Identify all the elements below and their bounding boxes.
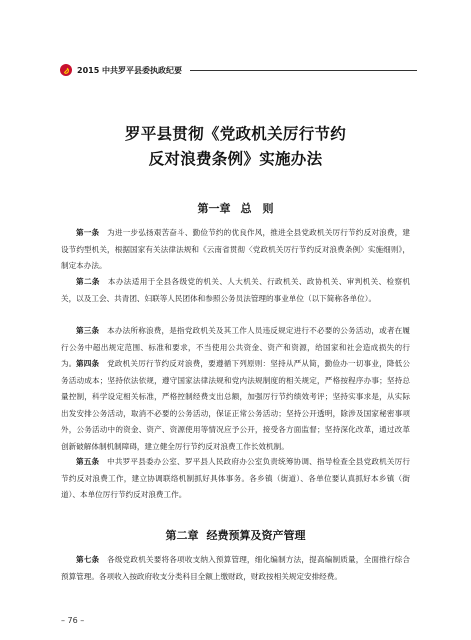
article-number: 第二条 (76, 277, 100, 286)
chapter-heading-2 (0, 527, 471, 543)
running-header (60, 63, 417, 77)
running-title: 2015 中共罗平县委执政纪要 (77, 65, 183, 75)
document-title-line2: 反对浪费条例》实施办法 (148, 149, 323, 168)
article-text: 本办法所称浪费，是指党政机关及其工作人员违反规定进行不必要的公务活动，或者在履行公务中超出规定范围、标准和要求，不当使用公共资金、资产和资源，给国家和社会造成损失的行为。 (61, 326, 411, 368)
header-rule (190, 70, 417, 71)
article-text: 中共罗平县委办公室、罗平县人民政府办公室负责统筹协调、指导检查全县党政机关厉行节约反对浪费工作，建立协调联络机制抓好具体事务。各乡镇（街道）、各单位要认真抓好本乡镇（街道）、本单位厉行节约反对浪费工作。 (61, 457, 411, 499)
chapter-number: 第二章 (165, 529, 199, 542)
article-paragraph (61, 356, 410, 455)
article-paragraph (61, 274, 410, 307)
article-paragraph (61, 454, 410, 504)
article-number: 第七条 (76, 555, 100, 564)
article-number: 第三条 (76, 326, 100, 335)
article-paragraph (61, 225, 410, 275)
party-emblem-icon (60, 64, 72, 76)
chapter-name: 总 则 (240, 202, 274, 215)
article-text: 党政机关厉行节约反对浪费，要遵循下列原则：坚持从严从简，勤俭办一切事业，降低公务活动成本；坚持依法依规，遵守国家法律法规和党内法规制度的相关规定，严格按程序办事；坚持总量控制，科学设定相关标准，严格控制经费支出总额，加强厉行节约绩效考评；坚持实事求是，从实际出发安排公务活动，取消不必要的公务活动，保证正常公务活动；坚持公开透明，除涉及国家秘密事项外，公务活动中的资金、资产、资源使用等情况应予公开，接受各方面监督；坚持深化改革，通过改革创新破解体制机制障碍，建立健全厉行节约反对浪费工作长效机制。 (61, 359, 411, 451)
article-text: 为进一步弘扬艰苦奋斗、勤俭节约的优良作风，推进全县党政机关厉行节约反对浪费，建设节约型机关，根据国家有关法律法规和《云南省贯彻〈党政机关厉行节约反对浪费条例〉实施细则》，制定本办法。 (61, 228, 411, 270)
article-number: 第五条 (76, 457, 100, 466)
article-paragraph (61, 552, 410, 585)
article-number: 第四条 (76, 359, 100, 368)
article-number: 第一条 (76, 228, 100, 237)
document-title-line1: 罗平县贯彻《党政机关厉行节约 (124, 124, 347, 143)
article-text: 本办法适用于全县各级党的机关、人大机关、行政机关、政协机关、审判机关、检察机关，以及工会、共青团、妇联等人民团体和参照公务员法管理的事业单位（以下简称各单位）。 (61, 277, 411, 303)
page-number: – 76 – (61, 616, 85, 625)
article-text: 各级党政机关要将各项收支纳入预算管理，细化编制方法，提高编制质量，全面推行综合预算管理。各项收入按政府收支分类科目全额上缴财政，财政按相关规定安排经费。 (61, 555, 411, 581)
chapter-number: 第一章 (197, 202, 231, 215)
chapter-name: 经费预算及资产管理 (206, 529, 306, 542)
chapter-heading-1 (0, 200, 471, 216)
